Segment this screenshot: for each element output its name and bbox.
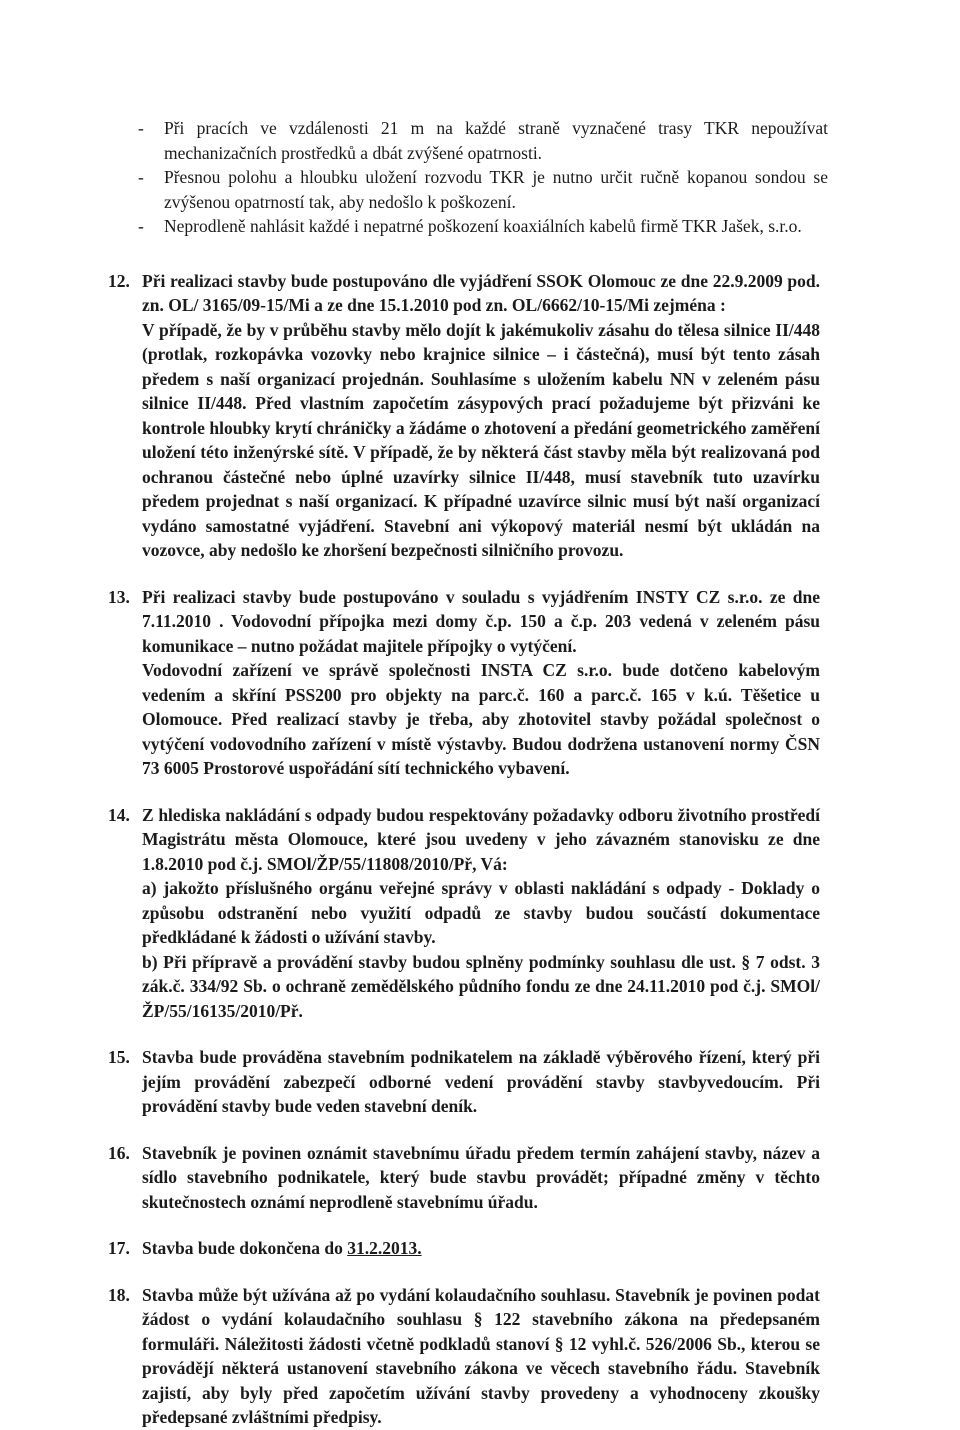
item-number: 15. [108, 1047, 130, 1067]
item-14 [108, 803, 820, 1024]
paragraph: Při realizaci stavby bude postupováno dle vyjádření SSOK Olomouc ze dne 22.9.2009 pod. zn. OL/ 3165/09-15/Mi a ze dne 15.1.2010 pod zn. OL/6662/10-15/Mi zejména : [142, 270, 820, 315]
paragraph: b) Při přípravě a provádění stavby budou splněny podmínky souhlasu dle ust. § 7 odst. 3 zák.č. 334/92 Sb. o ochraně zemědělského půdního fondu ze dne 24.11.2010 pod č.j. SMOl/ŽP/55/16135/2010/Př. [142, 951, 820, 1021]
item-number: 13. [108, 586, 130, 607]
item-number: 12. [108, 270, 130, 291]
item-body [142, 1045, 820, 1119]
item-12 [108, 269, 820, 563]
paragraph: Stavba bude prováděna stavebním podnikatelem na základě výběrového řízení, který při jejím provádění zabezpečí odborné vedení provádění stavby stavbyvedoucím. Při provádění stavby bude veden stavební deník. [142, 1047, 820, 1116]
bullet-item [138, 116, 828, 165]
item-body [142, 585, 820, 781]
item-body [142, 1236, 820, 1261]
paragraph: a) jakožto příslušného orgánu veřejné správy v oblasti nakládání s odpady - Doklady o způsobu odstranění nebo využití odpadů ze stavby budou součástí dokumentace předkládané k žádosti o užívání stavby. [142, 878, 820, 947]
item-number: 16. [108, 1142, 130, 1163]
item-13 [108, 585, 820, 781]
dash: - [138, 167, 144, 187]
paragraph: V případě, že by v průběhu stavby mělo dojít k jakémukoliv zásahu do tělesa silnice II/448 (protlak, rozkopávka vozovky nebo krajnice silnice – i částečná), musí být tento zásah předem s naší organizací projednán. Souhlasíme s uložením kabelu NN v zeleném pásu silnice II/448. Před vlastním započetím zásypových prací požadujeme být přizváni ke kontrole hloubky krytí chráničky a žádáme o zhotovení a předání geometrického zaměření uložení této inženýrské sítě. V případě, že by některá část stavby měla být realizovaná pod ochranou částečné nebo úplné uzavírky silnice II/448, musí stavebník tuto uzavírku předem projednat s naší organizací. K případné uzavírce silnic musí být naší organizací vydáno samostatné vyjádření. Stavební ani výkopový materiál nesmí být ukládán na vozovce, aby nedošlo ke zhoršení bezpečnosti silničního provozu. [142, 319, 820, 560]
item-body [142, 1283, 820, 1430]
item-18 [108, 1283, 820, 1430]
item-body [142, 803, 820, 1024]
item-16 [108, 1141, 820, 1215]
item-15 [108, 1045, 820, 1119]
dash: - [138, 216, 144, 236]
item-body [142, 1141, 820, 1215]
paragraph: Z hlediska nakládání s odpady budou respektovány požadavky odboru životního prostředí Magistrátu města Olomouce, které jsou uvedeny v jeho závazném stanovisku ze dne 1.8.2010 pod č.j. SMOl/ŽP/55/11808/2010/Př, Vá: [142, 804, 820, 874]
completion-text: Stavba bude dokončena do [142, 1238, 348, 1258]
item-number: 17. [108, 1238, 130, 1258]
bullet-text: Neprodleně nahlásit každé i nepatrné poškození koaxiálních kabelů firmě TKR Jašek, s.r.o. [164, 216, 802, 236]
paragraph: Stavebník je povinen oznámit stavebnímu úřadu předem termín zahájení stavby, název a sídlo stavebního podnikatele, který bude stavbu provádět; případné změny v těchto skutečnostech oznámí neprodleně stavebnímu úřadu. [142, 1142, 820, 1212]
paragraph: Stavba může být užívána až po vydání kolaudačního souhlasu. Stavebník je povinen podat žádost o vydání kolaudačního souhlasu § 122 stavebního zákona na předepsaném formuláři. Náležitosti žádosti včetně podkladů stanoví § 12 vyhl.č. 526/2006 Sb., kterou se provádějí některá ustanovení stavebního zákona ve věcech stavebního řádu. Stavebník zajistí, aby byly před započetím užívání stavby provedeny a vyhodnoceny zkoušky předepsané zvláštními předpisy. [142, 1284, 820, 1427]
bullet-item [138, 165, 828, 214]
dash: - [138, 118, 144, 138]
item-number: 14. [108, 804, 130, 825]
bullet-text: Při pracích ve vzdálenosti 21 m na každé straně vyznačené trasy TKR nepoužívat mechanizačních prostředků a dbát zvýšené opatrnosti. [164, 118, 828, 163]
bullet-list [138, 116, 828, 239]
item-body [142, 269, 820, 563]
completion-date: 31.2.2013. [347, 1238, 422, 1258]
paragraph: Při realizaci stavby bude postupováno v souladu s vyjádřením INSTY CZ s.r.o. ze dne 7.11.2010 . Vodovodní přípojka mezi domy č.p. 150 a č.p. 203 vedená v zeleném pásu komunikace – nutno požádat majitele přípojky o vytýčení. [142, 586, 820, 656]
bullet-item [138, 214, 828, 239]
item-number: 18. [108, 1284, 130, 1305]
bullet-text: Přesnou polohu a hloubku uložení rozvodu TKR je nutno určit ručně kopanou sondou se zvýšenou opatrností tak, aby nedošlo k poškození. [164, 167, 828, 212]
paragraph: Vodovodní zařízení ve správě společnosti INSTA CZ s.r.o. bude dotčeno kabelovým vedením a skříní PSS200 pro objekty na parc.č. 160 a parc.č. 165 v k.ú. Těšetice u Olomouce. Před realizací stavby je třeba, aby zhotovitel stavby požádal společnost o vytýčení vodovodního zařízení v místě výstavby. Budou dodržena ustanovení normy ČSN 73 6005 Prostorové uspořádání sítí technického vybavení. [142, 660, 820, 778]
paragraph [142, 1236, 820, 1261]
item-17 [108, 1236, 820, 1261]
